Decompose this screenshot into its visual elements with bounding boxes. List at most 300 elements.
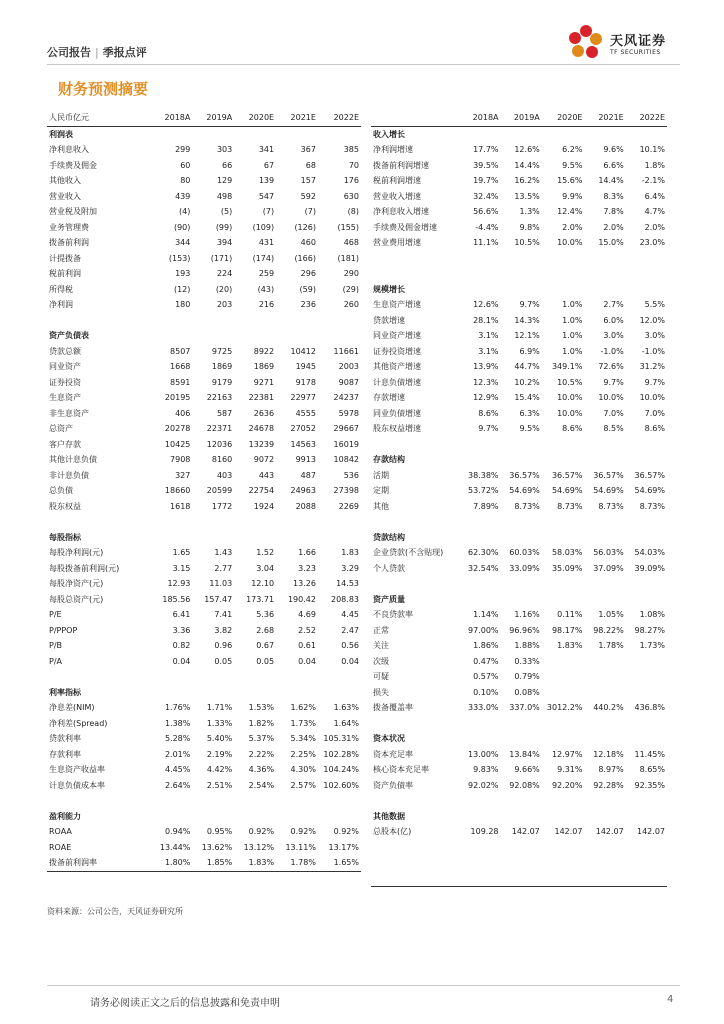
cell-value bbox=[192, 793, 234, 809]
cell-value: 180 bbox=[175, 300, 191, 310]
cell-value: 5.5% bbox=[644, 300, 665, 310]
row-label: 营业费用增速 bbox=[373, 238, 421, 248]
cell-value: 8.97% bbox=[598, 765, 624, 775]
cell-value bbox=[584, 126, 625, 142]
cell-value: 15.4% bbox=[514, 393, 540, 403]
row-label bbox=[371, 514, 459, 530]
cell-value: 98.27% bbox=[634, 625, 665, 635]
cell-value: 98.17% bbox=[551, 625, 583, 635]
cell-value: 142.07 bbox=[511, 827, 540, 837]
cell-value: 92.28% bbox=[593, 780, 624, 790]
cell-value bbox=[584, 251, 625, 267]
table-row bbox=[47, 778, 361, 794]
cell-value: 2.19% bbox=[206, 749, 233, 759]
cell-value: 36.57% bbox=[551, 470, 583, 480]
cell-value: 8.73% bbox=[639, 501, 665, 511]
cell-value: 3.04 bbox=[256, 563, 275, 573]
cell-value: 13.26 bbox=[293, 579, 316, 589]
cell-value: 367 bbox=[300, 145, 316, 155]
cell-value: 1.73% bbox=[639, 641, 665, 651]
cell-value bbox=[542, 266, 585, 282]
cell-value: 2003 bbox=[338, 362, 359, 372]
cell-value: 2.25% bbox=[290, 749, 316, 759]
cell-value: 36.57% bbox=[593, 470, 624, 480]
cell-value: 5978 bbox=[338, 408, 359, 418]
logo-text-en: TF SECURITIES bbox=[610, 49, 661, 56]
cell-value: (109) bbox=[252, 222, 275, 232]
cell-value: (12) bbox=[173, 284, 191, 294]
cell-value: 11.1% bbox=[473, 238, 499, 248]
cell-value bbox=[501, 855, 542, 871]
row-label: 资产负债表 bbox=[49, 331, 89, 341]
cell-value bbox=[501, 576, 542, 592]
cell-value: -1.0% bbox=[600, 346, 624, 356]
table-row bbox=[47, 824, 361, 840]
cell-value: 9.7% bbox=[519, 300, 540, 310]
spacer-row bbox=[47, 669, 361, 685]
spacer-row bbox=[371, 855, 667, 871]
cell-value: 2.47 bbox=[341, 625, 359, 635]
cell-value: 20195 bbox=[164, 393, 191, 403]
cell-value: 10842 bbox=[333, 455, 359, 465]
cell-value: 13.5% bbox=[514, 191, 540, 201]
row-label: 营业收入 bbox=[49, 191, 81, 201]
cell-value bbox=[626, 126, 667, 142]
cell-value: 8.3% bbox=[603, 191, 624, 201]
cell-value: 10.0% bbox=[639, 393, 665, 403]
cell-value bbox=[584, 437, 625, 453]
cell-value: 0.92% bbox=[248, 827, 275, 837]
cell-value: 8591 bbox=[170, 377, 191, 387]
cell-value: (155) bbox=[337, 222, 359, 232]
cell-value: 193 bbox=[175, 269, 191, 279]
row-label bbox=[371, 855, 459, 871]
cell-value: (5) bbox=[220, 207, 233, 217]
row-label: 关注 bbox=[373, 641, 389, 651]
cell-value bbox=[459, 282, 500, 298]
cell-value: 0.08% bbox=[514, 687, 540, 697]
cell-value: 1.66 bbox=[298, 548, 316, 558]
cell-value: 39.09% bbox=[634, 563, 665, 573]
cell-value: 9072 bbox=[253, 455, 275, 465]
table-row bbox=[47, 421, 361, 437]
cell-value: 44.7% bbox=[514, 362, 540, 372]
row-label: 资产质量 bbox=[373, 594, 405, 604]
cell-value: 12.93 bbox=[167, 579, 191, 589]
table-row bbox=[371, 638, 667, 654]
table-row bbox=[47, 452, 361, 468]
table-row bbox=[371, 189, 667, 205]
cell-value bbox=[626, 685, 667, 701]
table-row bbox=[47, 545, 361, 561]
table-row bbox=[371, 359, 667, 375]
cell-value: 1668 bbox=[170, 362, 191, 372]
cell-value bbox=[626, 793, 667, 809]
row-label: 每股净资产(元) bbox=[49, 579, 104, 589]
cell-value: 299 bbox=[175, 145, 191, 155]
cell-value: (4) bbox=[179, 207, 191, 217]
row-label: 企业贷款(不含贴现) bbox=[373, 548, 444, 558]
cell-value: 37.09% bbox=[593, 563, 624, 573]
cell-value bbox=[459, 576, 500, 592]
cell-value: 3.29 bbox=[341, 563, 359, 573]
row-label: 同业资产 bbox=[49, 362, 81, 372]
cell-value bbox=[234, 669, 276, 685]
cell-value: 1.43 bbox=[214, 548, 233, 558]
cell-value: 0.47% bbox=[473, 656, 499, 666]
table-row bbox=[47, 499, 361, 515]
row-label bbox=[371, 840, 459, 856]
cell-value: 2.01% bbox=[164, 749, 191, 759]
row-label: P/PPOP bbox=[49, 625, 78, 635]
row-label: 净息差(NIM) bbox=[49, 703, 95, 713]
cell-value bbox=[276, 328, 318, 344]
row-label: 营业收入增速 bbox=[373, 191, 421, 201]
table-row bbox=[371, 607, 667, 623]
cell-value: 3.23 bbox=[298, 563, 316, 573]
table-row bbox=[47, 855, 361, 871]
cell-value: 1.80% bbox=[151, 855, 193, 871]
cell-value: 13.9% bbox=[473, 362, 499, 372]
cell-value: 6.6% bbox=[603, 160, 624, 170]
header-year: 2020E bbox=[234, 110, 276, 126]
page-title: 财务预测摘要 bbox=[58, 80, 149, 98]
row-label: 净利息收入 bbox=[49, 145, 89, 155]
row-label: 税前利润 bbox=[49, 269, 81, 279]
cell-value: 403 bbox=[216, 470, 233, 480]
cell-value: (181) bbox=[337, 253, 359, 263]
cell-value: 1945 bbox=[295, 362, 316, 372]
cell-value: 0.33% bbox=[514, 656, 540, 666]
cell-value bbox=[501, 809, 542, 825]
cell-value: 97.00% bbox=[468, 625, 499, 635]
cell-value: 216 bbox=[258, 300, 275, 310]
cell-value: 8.5% bbox=[603, 424, 624, 434]
cell-value: 10.0% bbox=[557, 393, 583, 403]
cell-value: 4.45 bbox=[341, 610, 359, 620]
cell-value: 13.62% bbox=[201, 842, 233, 852]
cell-value bbox=[151, 685, 193, 701]
header-year: 2021E bbox=[584, 110, 625, 126]
cell-value: 4.7% bbox=[644, 207, 665, 217]
cell-value bbox=[459, 871, 500, 887]
table-row bbox=[47, 716, 361, 732]
cell-value bbox=[459, 716, 500, 732]
row-label bbox=[47, 313, 151, 329]
cell-value: 1.64% bbox=[333, 718, 359, 728]
cell-value: 290 bbox=[343, 269, 359, 279]
table-row bbox=[47, 607, 361, 623]
cell-value: 28.1% bbox=[473, 315, 499, 325]
section-header-row bbox=[371, 530, 667, 546]
cell-value bbox=[626, 716, 667, 732]
cell-value bbox=[542, 855, 585, 871]
cell-value: 0.92% bbox=[333, 827, 359, 837]
row-label: 所得税 bbox=[49, 284, 73, 294]
cell-value: 439 bbox=[175, 191, 191, 201]
cell-value: 536 bbox=[343, 470, 359, 480]
row-label: 收入增长 bbox=[373, 129, 405, 139]
row-label: 正常 bbox=[373, 625, 389, 635]
spacer-row bbox=[47, 793, 361, 809]
cell-value: 1.05% bbox=[598, 610, 624, 620]
cell-value: 9913 bbox=[295, 455, 316, 465]
cell-value bbox=[192, 514, 234, 530]
cell-value bbox=[542, 251, 585, 267]
cell-value bbox=[192, 685, 234, 701]
cell-value: 9.6% bbox=[603, 145, 624, 155]
cell-value: 29667 bbox=[333, 424, 359, 434]
cell-value: 630 bbox=[343, 191, 359, 201]
cell-value bbox=[276, 530, 318, 546]
cell-value: 0.11% bbox=[557, 610, 583, 620]
cell-value bbox=[459, 530, 500, 546]
cell-value: 436.8% bbox=[634, 703, 665, 713]
table-row bbox=[47, 638, 361, 654]
row-label: 营业税及附加 bbox=[49, 207, 97, 217]
table-row bbox=[371, 406, 667, 422]
cell-value bbox=[542, 669, 585, 685]
cell-value bbox=[501, 793, 542, 809]
cell-value: 0.61 bbox=[298, 641, 316, 651]
table-row bbox=[371, 654, 667, 670]
cell-value: 6.0% bbox=[603, 315, 624, 325]
cell-value bbox=[584, 716, 625, 732]
cell-value: 1.85% bbox=[192, 855, 234, 871]
row-label: 股东权益 bbox=[49, 501, 81, 511]
section-header-row bbox=[371, 731, 667, 747]
cell-value bbox=[276, 685, 318, 701]
cell-value bbox=[626, 592, 667, 608]
row-label: 生息资产 bbox=[49, 393, 81, 403]
cell-value: 12.4% bbox=[557, 207, 583, 217]
row-label: 计息负债增速 bbox=[373, 377, 421, 387]
row-label: P/E bbox=[49, 610, 62, 620]
cell-value bbox=[151, 126, 193, 142]
cell-value bbox=[542, 654, 585, 670]
row-label: 证券投资 bbox=[49, 377, 81, 387]
cell-value: 98.22% bbox=[593, 625, 624, 635]
cell-value bbox=[626, 654, 667, 670]
cell-value bbox=[501, 251, 542, 267]
header-year: 2019A bbox=[192, 110, 234, 126]
cell-value bbox=[626, 514, 667, 530]
section-header-row bbox=[47, 685, 361, 701]
cell-value: 20599 bbox=[206, 486, 233, 496]
cell-value: 12.0% bbox=[639, 315, 665, 325]
cell-value bbox=[318, 793, 361, 809]
cell-value: 12036 bbox=[206, 439, 233, 449]
row-label: 手续费及佣金 bbox=[49, 160, 97, 170]
cell-value: 203 bbox=[216, 300, 233, 310]
cell-value: 56.6% bbox=[473, 207, 499, 217]
cell-value bbox=[151, 793, 193, 809]
cell-value: 60 bbox=[180, 160, 191, 170]
table-row bbox=[371, 685, 667, 701]
cell-value: 9179 bbox=[211, 377, 233, 387]
cell-value bbox=[626, 855, 667, 871]
row-label: 净利差(Spread) bbox=[49, 718, 108, 728]
cell-value: 3.36 bbox=[172, 625, 191, 635]
cell-value bbox=[234, 514, 276, 530]
cell-value: 56.03% bbox=[593, 548, 624, 558]
row-label: 净利润增速 bbox=[373, 145, 413, 155]
table-row bbox=[371, 545, 667, 561]
cell-value: 3.0% bbox=[603, 331, 624, 341]
cell-value: 394 bbox=[216, 238, 233, 248]
cell-value: 66 bbox=[222, 160, 233, 170]
spacer-row bbox=[371, 514, 667, 530]
cell-value bbox=[276, 793, 318, 809]
row-label: 拨备前利润 bbox=[49, 238, 89, 248]
cell-value bbox=[501, 282, 542, 298]
spacer-row bbox=[371, 437, 667, 453]
cell-value: 0.79% bbox=[514, 672, 540, 682]
header-label: 人民币亿元 bbox=[47, 110, 151, 126]
cell-value: 7.89% bbox=[473, 501, 499, 511]
cell-value: 3.1% bbox=[478, 331, 499, 341]
cell-value bbox=[584, 809, 625, 825]
cell-value: 1.83% bbox=[557, 641, 583, 651]
cell-value bbox=[584, 514, 625, 530]
cell-value: 6.3% bbox=[519, 408, 540, 418]
cell-value bbox=[584, 685, 625, 701]
cell-value: 8.6% bbox=[644, 424, 665, 434]
cell-value: 9.66% bbox=[514, 765, 540, 775]
cell-value: 5.40% bbox=[206, 734, 233, 744]
row-label: 贷款总额 bbox=[49, 346, 81, 356]
row-label: 贷款结构 bbox=[373, 532, 405, 542]
cell-value bbox=[459, 251, 500, 267]
cell-value: (7) bbox=[262, 207, 275, 217]
table-row bbox=[47, 375, 361, 391]
cell-value bbox=[626, 871, 667, 887]
cell-value: 1.88% bbox=[514, 641, 540, 651]
cell-value: 1.0% bbox=[562, 300, 583, 310]
cell-value bbox=[501, 840, 542, 856]
cell-value bbox=[459, 514, 500, 530]
cell-value: 10.1% bbox=[639, 145, 665, 155]
cell-value: 24963 bbox=[290, 486, 316, 496]
cell-value: 385 bbox=[343, 145, 359, 155]
cell-value: 92.20% bbox=[551, 780, 583, 790]
row-label bbox=[371, 793, 459, 809]
cell-value: 9.31% bbox=[557, 765, 583, 775]
row-label: 生息资产增速 bbox=[373, 300, 421, 310]
cell-value: 1.16% bbox=[514, 610, 540, 620]
cell-value: 2269 bbox=[338, 501, 359, 511]
table-row bbox=[371, 313, 667, 329]
cell-value: 2.22% bbox=[248, 749, 275, 759]
cell-value bbox=[459, 840, 500, 856]
cell-value: (29) bbox=[342, 284, 359, 294]
cell-value bbox=[584, 266, 625, 282]
table-row bbox=[47, 576, 361, 592]
row-label: 资本充足率 bbox=[373, 749, 413, 759]
cell-value: 224 bbox=[216, 269, 233, 279]
cell-value: 80 bbox=[180, 176, 191, 186]
cell-value: 92.08% bbox=[509, 780, 540, 790]
cell-value: 22163 bbox=[206, 393, 233, 403]
cell-value: 6.2% bbox=[562, 145, 583, 155]
cell-value bbox=[542, 126, 585, 142]
cell-value: 2.64% bbox=[164, 780, 191, 790]
cell-value bbox=[584, 592, 625, 608]
cell-value: 10412 bbox=[290, 346, 316, 356]
cell-value: 9.7% bbox=[603, 377, 624, 387]
cell-value: 460 bbox=[300, 238, 316, 248]
cell-value: 92.35% bbox=[634, 780, 665, 790]
cell-value: 8507 bbox=[170, 346, 191, 356]
cell-value: 102.28% bbox=[323, 749, 359, 759]
cell-value: (153) bbox=[168, 253, 191, 263]
cell-value: 14.53 bbox=[336, 579, 359, 589]
cell-value bbox=[542, 871, 585, 887]
cell-value: 0.04 bbox=[341, 656, 359, 666]
cell-value: 333.0% bbox=[468, 703, 499, 713]
spacer-row bbox=[371, 793, 667, 809]
table-row bbox=[371, 468, 667, 484]
cell-value bbox=[318, 669, 361, 685]
cell-value bbox=[542, 576, 585, 592]
table-row bbox=[47, 297, 361, 313]
section-header-row bbox=[371, 452, 667, 468]
row-label: 计息负债成本率 bbox=[49, 780, 105, 790]
cell-value: 1772 bbox=[211, 501, 233, 511]
cell-value bbox=[501, 871, 542, 887]
cell-value bbox=[626, 731, 667, 747]
cell-value: 70 bbox=[348, 160, 359, 170]
table-row bbox=[47, 173, 361, 189]
cell-value: 259 bbox=[258, 269, 275, 279]
cell-value: 32.4% bbox=[473, 191, 499, 201]
cell-value: 16019 bbox=[333, 439, 359, 449]
cell-value: 9271 bbox=[253, 377, 275, 387]
cell-value bbox=[584, 840, 625, 856]
cell-value: 27398 bbox=[333, 486, 359, 496]
cell-value: (166) bbox=[294, 253, 316, 263]
cell-value: 1.08% bbox=[639, 610, 665, 620]
cell-value: 1869 bbox=[211, 362, 233, 372]
row-label: 不良贷款率 bbox=[373, 610, 413, 620]
section-header-row bbox=[47, 126, 361, 142]
table-header-row bbox=[47, 110, 361, 126]
table-row bbox=[47, 282, 361, 298]
row-label bbox=[371, 716, 459, 732]
table-row bbox=[371, 824, 667, 840]
table-row bbox=[47, 840, 361, 856]
row-label: 其他 bbox=[373, 501, 389, 511]
cell-value: 3.82 bbox=[214, 625, 233, 635]
cell-value: 3.0% bbox=[644, 331, 665, 341]
cell-value: 18660 bbox=[164, 486, 191, 496]
cell-value: 1.0% bbox=[562, 331, 583, 341]
cell-value bbox=[234, 685, 276, 701]
cell-value: 16.2% bbox=[514, 176, 540, 186]
table-row bbox=[371, 220, 667, 236]
cell-value: 7.41 bbox=[214, 610, 233, 620]
cell-value bbox=[192, 530, 234, 546]
row-label: 存款利率 bbox=[49, 749, 81, 759]
table-row bbox=[47, 220, 361, 236]
cell-value bbox=[584, 669, 625, 685]
table-row bbox=[371, 235, 667, 251]
cell-value: 236 bbox=[300, 300, 316, 310]
cell-value: 592 bbox=[300, 191, 316, 201]
cell-value: 33.09% bbox=[509, 563, 540, 573]
flower-logo-icon bbox=[566, 22, 606, 62]
table-row bbox=[371, 142, 667, 158]
